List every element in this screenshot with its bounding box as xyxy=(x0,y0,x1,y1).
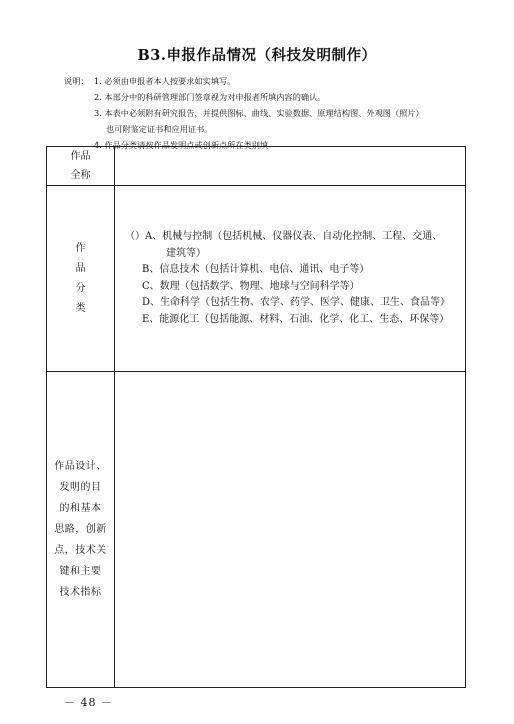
work-name-row xyxy=(47,147,466,186)
note-3-continued: 也可附鉴定证书和应用证书。 xyxy=(106,124,213,134)
submission-form-table xyxy=(46,146,466,688)
category-option-d[interactable]: D、生命科学（包括生物、农学、药学、医学、健康、卫生、食品等） xyxy=(142,297,451,308)
instructions xyxy=(64,73,484,153)
note-4: 4. 作品分类请按作品发明点或创新点所在类别填 xyxy=(94,140,269,150)
note-1: 说明： 1. 必须由申报者本人按要求如实填写。 xyxy=(64,73,484,89)
notes-lead: 说明： xyxy=(64,76,89,86)
note-2: 2. 本部分中的科研管理部门签章视为对申报者所填内容的确认。 xyxy=(94,92,326,102)
category-row xyxy=(47,186,466,372)
work-name-label: 作品 全称 xyxy=(47,147,115,186)
page-number: － 48 － xyxy=(64,696,113,709)
category-option-b[interactable]: B、信息技术（包括计算机、电信、通讯、电子等） xyxy=(142,264,370,275)
category-option-c[interactable]: C、数理（包括数学、物理、地球与空间科学等） xyxy=(142,280,360,292)
category-options[interactable] xyxy=(115,186,466,372)
category-option-a-continued: 建筑等） xyxy=(166,247,206,259)
category-option-a[interactable]: （）A、机械与控制（包括机械、仪器仪表、自动化控制、工程、交通、 xyxy=(125,231,443,242)
work-name-field[interactable] xyxy=(115,147,466,186)
page-title: B3.申报作品情况（科技发明制作） xyxy=(137,47,377,64)
category-option-e[interactable]: E、能源化工（包括能源、材料、石油、化学、化工、生态、环保等） xyxy=(142,313,450,325)
category-label: 作 品 分 类 xyxy=(47,186,115,372)
design-label: 作品设计、 发明的目 的和基本 思路，创新 点，技术关 键和主要 技术指标 xyxy=(47,372,115,688)
design-field[interactable] xyxy=(115,372,466,688)
note-3: 3. 本表中必须附有研究报告，并提供图标、曲线、实验数据、原理结构图、外观图（照片） xyxy=(94,108,424,118)
design-row xyxy=(47,372,466,688)
